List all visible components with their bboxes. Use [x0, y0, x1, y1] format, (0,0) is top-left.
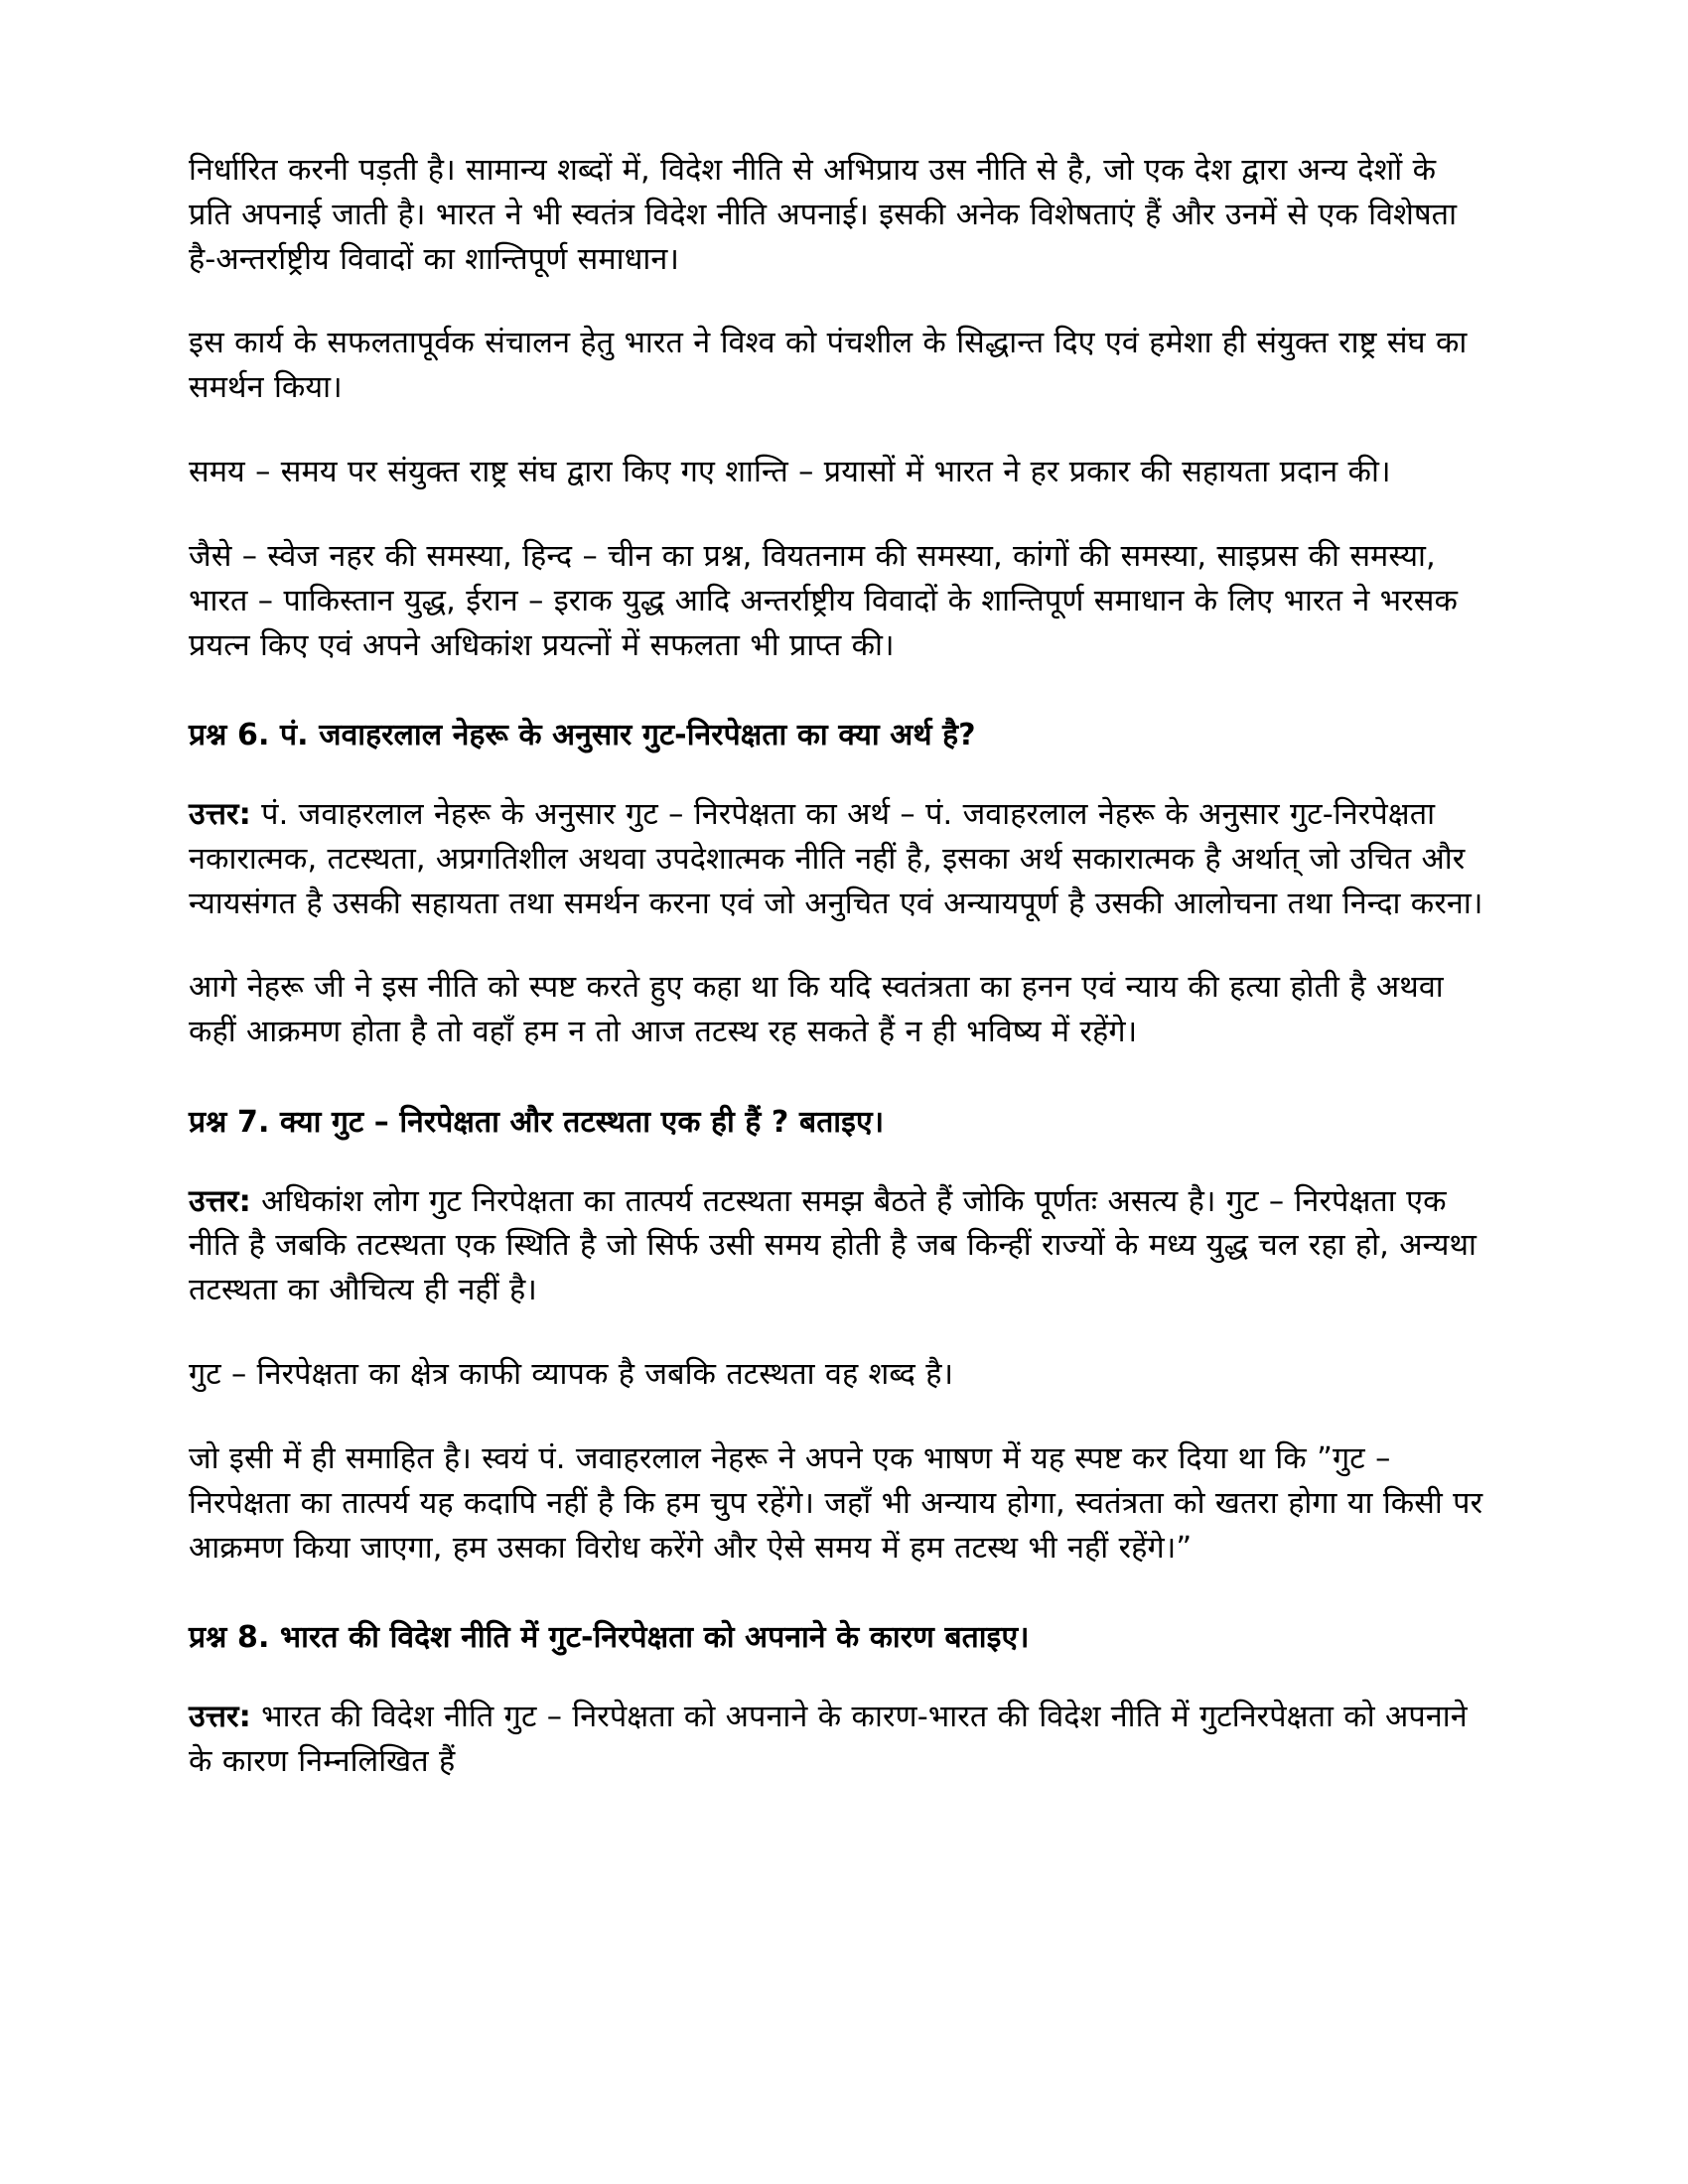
answer-label-6: उत्तर:	[189, 796, 251, 832]
answer-paragraph-7-1	[189, 1180, 1484, 1313]
answer-label-8: उत्तर:	[189, 1699, 251, 1734]
answer-label-7: उत्तर:	[189, 1183, 251, 1219]
intro-paragraph-1: निर्धारित करनी पड़ती है। सामान्य शब्दों में, विदेश नीति से अभिप्राय उस नीति से है, जो एक देश द्वारा अन्य देशों के प्रति अपनाई जाती है। भारत ने भी स्वतंत्र विदेश नीति अपनाई। इसकी अनेक विशेषताएं हैं और उनमें से एक विशेषता है-अन्तर्राष्ट्रीय विवादों का शान्तिपूर्ण समाधान।	[189, 153, 1458, 277]
answer-paragraph-6-1	[189, 793, 1484, 926]
intro-paragraph-3: समय – समय पर संयुक्त राष्ट्र संघ द्वारा किए गए शान्ति – प्रयासों में भारत ने हर प्रकार की सहायता प्रदान की।	[189, 455, 1391, 490]
answer-paragraph-6-2: आगे नेहरू जी ने इस नीति को स्पष्ट करते हुए कहा था कि यदि स्वतंत्रता का हनन एवं न्याय की हत्या होती है अथवा कहीं आक्रमण होता है तो वहाँ हम न तो आज तटस्थ रह सकते हैं न ही भविष्य में रहेंगे।	[189, 970, 1444, 1050]
question-heading-6: प्रश्न 6. पं. जवाहरलाल नेहरू के अनुसार गुट-निरपेक्षता का क्या अर्थ है?	[189, 718, 976, 753]
answer-text-8-1: भारत की विदेश नीति गुट – निरपेक्षता को अपनाने के कारण-भारत की विदेश नीति में गुटनिरपेक्षता को अपनाने के कारण निम्नलिखित हैं	[189, 1699, 1468, 1779]
intro-paragraph-4: जैसे – स्वेज नहर की समस्या, हिन्द – चीन का प्रश्न, वियतनाम की समस्या, कांगों की समस्या, साइप्रस की समस्या, भारत – पाकिस्तान युद्ध, ईरान – इराक युद्ध आदि अन्तर्राष्ट्रीय विवादों के शान्तिपूर्ण समाधान के लिए भारत ने भरसक प्रयत्न किए एवं अपने अधिकांश प्रयत्नों में सफलता भी प्राप्त की।	[189, 538, 1459, 663]
question-heading-8: प्रश्न 8. भारत की विदेश नीति में गुट-निरपेक्षता को अपनाने के कारण बताइए।	[189, 1620, 1030, 1656]
question-heading-7: प्रश्न 7. क्या गुट – निरपेक्षता और तटस्थता एक ही हैं ? बताइए।	[189, 1105, 885, 1141]
answer-paragraph-7-2: गुट – निरपेक्षता का क्षेत्र काफी व्यापक है जबकि तटस्थता वह शब्द है।	[189, 1357, 954, 1393]
answer-text-7-1: अधिकांश लोग गुट निरपेक्षता का तात्पर्य तटस्थता समझ बैठते हैं जोकि पूर्णतः असत्य है। गुट – निरपेक्षता एक नीति है जबकि तटस्थता एक स्थिति है जो सिर्फ उसी समय होती है जब किन्हीं राज्यों के मध्य युद्ध चल रहा हो, अन्यथा तटस्थता का औचित्य ही नहीं है।	[189, 1183, 1477, 1308]
page-content	[189, 149, 1484, 1785]
answer-paragraph-8-1	[189, 1696, 1484, 1785]
answer-text-6-1: पं. जवाहरलाल नेहरू के अनुसार गुट – निरपेक्षता का अर्थ – पं. जवाहरलाल नेहरू के अनुसार गुट-निरपेक्षता नकारात्मक, तटस्थता, अप्रगतिशील अथवा उपदेशात्मक नीति नहीं है, इसका अर्थ सकारात्मक है अर्थात् जो उचित और न्यायसंगत है उसकी सहायता तथा समर्थन करना एवं जो अनुचित एवं अन्यायपूर्ण है उसकी आलोचना तथा निन्दा करना।	[189, 796, 1483, 921]
intro-paragraph-2: इस कार्य के सफलतापूर्वक संचालन हेतु भारत ने विश्व को पंचशील के सिद्धान्त दिए एवं हमेशा ही संयुक्त राष्ट्र संघ का समर्थन किया।	[189, 326, 1468, 406]
answer-paragraph-7-3: जो इसी में ही समाहित है। स्वयं पं. जवाहरलाल नेहरू ने अपने एक भाषण में यह स्पष्ट कर दिया था कि ”गुट – निरपेक्षता का तात्पर्य यह कदापि नहीं है कि हम चुप रहेंगे। जहाँ भी अन्याय होगा, स्वतंत्रता को खतरा होगा या किसी पर आक्रमण किया जाएगा, हम उसका विरोध करेंगे और ऐसे समय में हम तटस्थ भी नहीं रहेंगे।”	[189, 1440, 1483, 1566]
